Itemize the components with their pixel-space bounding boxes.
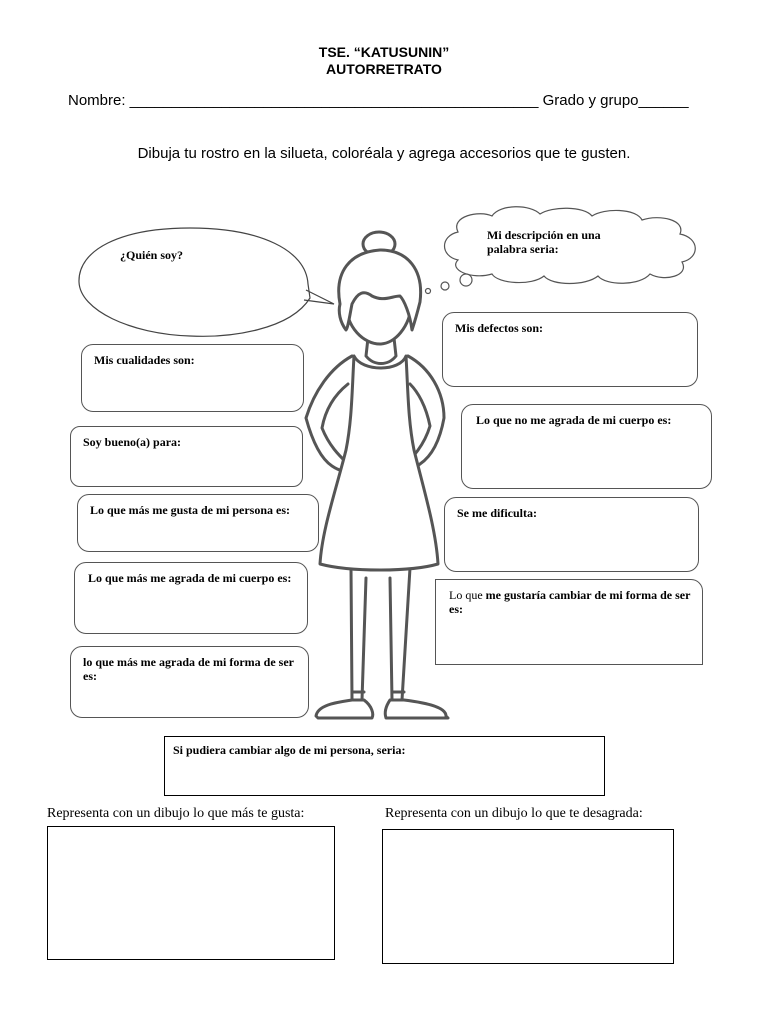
thought-dot-large <box>460 274 472 286</box>
name-field[interactable]: Nombre: _________________________________________________ <box>68 92 539 109</box>
like-my-way-box[interactable] <box>70 646 309 718</box>
like-my-body-box[interactable] <box>74 562 308 634</box>
like-about-me-box[interactable] <box>77 494 319 552</box>
change-way-prefix: Lo que <box>449 588 486 602</box>
draw-like-label: Representa con un dibujo lo que más te gusta: <box>47 806 305 821</box>
like-my-way-label: lo que más me agrada de mi forma de ser es: <box>83 655 294 683</box>
body-silhouette <box>306 232 448 718</box>
good-at-box[interactable] <box>70 426 303 487</box>
defects-label: Mis defectos son: <box>455 321 543 335</box>
change-way-box[interactable] <box>435 579 703 665</box>
draw-like-area[interactable] <box>47 826 335 960</box>
good-at-label: Soy bueno(a) para: <box>83 435 182 449</box>
description-text: Mi descripción en una palabra seria: <box>487 228 601 256</box>
page-title: AUTORRETRATO <box>326 61 442 77</box>
like-my-body-label: Lo que más me agrada de mi cuerpo es: <box>88 571 292 585</box>
dislike-body-box[interactable] <box>461 404 712 489</box>
group-field[interactable]: Grado y grupo______ <box>542 92 689 109</box>
qualities-box[interactable] <box>81 344 304 412</box>
thought-dot-medium <box>441 282 449 290</box>
who-am-i-text: ¿Quién soy? <box>120 248 184 262</box>
school-name: TSE. “KATUSUNIN” <box>318 44 450 60</box>
instructions: Dibuja tu rostro en la silueta, coloréala y agrega accesorios que te gusten. <box>137 145 631 162</box>
difficult-label: Se me dificulta: <box>457 506 537 520</box>
draw-dislike-area[interactable] <box>382 829 674 964</box>
speech-bubble-shape <box>79 228 334 336</box>
defects-box[interactable] <box>442 312 698 387</box>
like-about-me-label: Lo que más me gusta de mi persona es: <box>90 503 290 517</box>
qualities-label: Mis cualidades son: <box>94 353 195 367</box>
change-something-box[interactable] <box>164 736 605 796</box>
dislike-body-label: Lo que no me agrada de mi cuerpo es: <box>476 413 672 427</box>
change-something-label: Si pudiera cambiar algo de mi persona, seria: <box>173 743 406 757</box>
change-way-rest: me gustaría cambiar de mi forma de ser es: <box>449 588 691 616</box>
change-way-label <box>449 588 694 616</box>
difficult-box[interactable] <box>444 497 699 572</box>
thought-dot-small <box>426 289 431 294</box>
draw-dislike-label: Representa con un dibujo lo que te desagrada: <box>385 806 643 821</box>
